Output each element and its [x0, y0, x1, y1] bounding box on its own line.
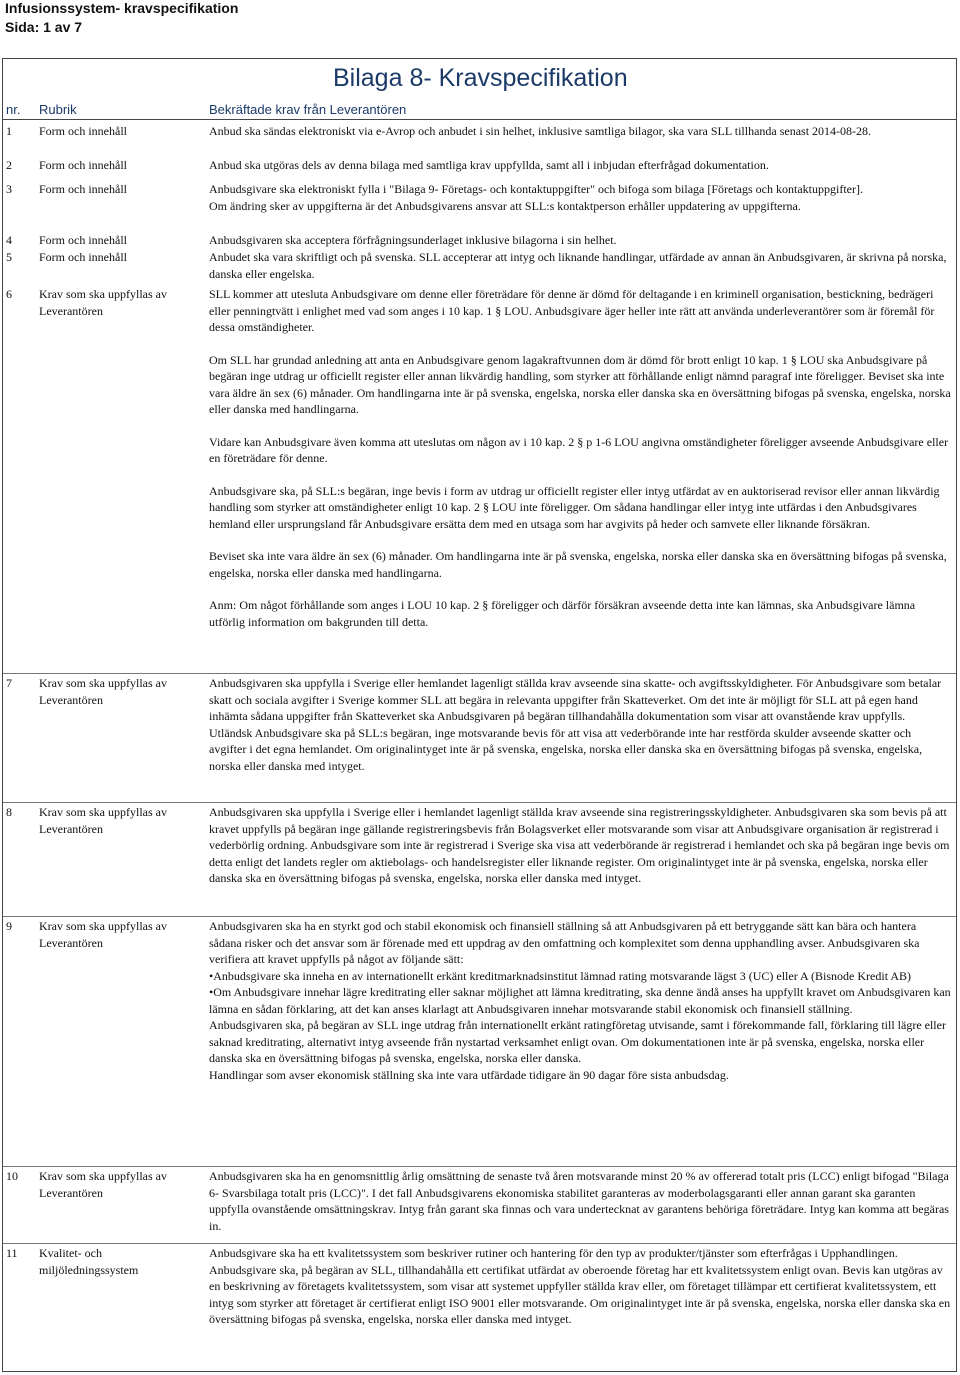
row-number: 3	[6, 182, 12, 196]
column-header-krav: Bekräftade krav från Leverantören	[209, 102, 407, 117]
table-header	[3, 101, 956, 120]
row-rubrik: Krav som ska uppfyllas av Leverantören	[39, 676, 167, 707]
column-header-nr: nr.	[6, 102, 21, 117]
row-number: 6	[6, 287, 12, 301]
row-number: 7	[6, 676, 12, 690]
row-number: 1	[6, 124, 12, 138]
row-text: Anbudsgivaren ska acceptera förfrågningsunderlaget inklusive bilagorna i sin helhet.	[209, 233, 617, 247]
table-row	[3, 802, 956, 885]
row-number: 9	[6, 919, 12, 933]
row-number: 2	[6, 158, 12, 172]
row-number: 8	[6, 805, 12, 819]
row-rubrik: Form och innehåll	[39, 250, 127, 264]
row-rubrik: Krav som ska uppfyllas av Leverantören	[39, 1169, 167, 1200]
row-text: SLL kommer att utesluta Anbudsgivare om denne eller företrädare för denne är dömd för deltagande i en kriminell organisation, bestickning, bedrägeri eller penningtvätt i enlighet med vad som anges i 10 kap. 1 § LOU. Anbudsgivare äger heller inte rätt att använda underleverantörer som är föremål för dessa omständigheter. Om SLL har grundad anledning att anta en Anbudsgivare genom lagakraftvunnen dom är dömd för brott enligt 10 kap. 1 § LOU ska Anbudsgivare på begäran inge utdrag ur officiellt register eller annan likvärdig handling, som styrker att förhållande enligt nämnd paragraf inte föreligger. Beviset ska inte vara äldre än sex (6) månader. Om handlingarna inte är på svenska, engelska, norska eller danska ska en översättning bifogas på svenska, engelska, norska eller danska med handlingarna. Vidare kan Anbudsgivare även komma att uteslutas om någon av i 10 kap. 2 § p 1-6 LOU angivna omständigheter föreligger avseende Anbudsgivare eller en företrädare för denne. Anbudsgivare ska, på SLL:s begäran, inge bevis i form av utdrag ur officiellt register eller intyg utfärdat av en auktoriserad revisor eller annan likvärdig handling som styrker att omständigheter enligt 10 kap. 2 § LOU inte föreligger. Om sådana handlingar eller intyg inte utfärdas i den Anbudsgivares hemland eller ursprungsland får Anbudsgivare ersätta dem med en utsaga som har avgivits på heder och samvete eller liknande försäkran. Beviset ska inte vara äldre än sex (6) månader. Om handlingarna inte är på svenska, engelska, norska eller danska ska en översättning bifogas på svenska, engelska, norska eller danska med handlingarna. Anm: Om något förhållande som anges i LOU 10 kap. 2 § föreligger och därför försäkran avseende detta inte kan lämnas, ska Anbudsgivare lämna utförlig information om bakgrunden till detta.	[209, 287, 951, 629]
row-text: Anbudsgivaren ska ha en styrkt god och stabil ekonomisk och finansiell ställning så att Anbudsgivaren på ett betryggande sätt kan bära och hantera sådana risker och det ansvar som är förenade med ett uppdrag av den omfattning och komplexitet som denna upphandling avser. Anbudsgivaren ska verifiera att kravet uppfylls på något av följande sätt: •Anbudsgivare ska inneha en av internationellt erkänt kreditmarknadsinstitut lämnad rating motsvarande lägst 3 (UC) eller A (Bisnode Kredit AB) •Om Anbudsgivare innehar lägre kreditrating eller saknar möjlighet att lämna kreditrating, ska denne ändå anses ha uppfyllt kravet om Anbudsgivaren kan lämna en sådan förklaring, att det kan anses klarlagt att Anbudsgivaren innehar motsvarande stabil ekonomisk och finansiell ställning. Anbudsgivaren ska, på begäran av SLL inge utdrag från internationellt erkänt ratingföretag utvisande, samt i förekommande fall, förklaring till lägre eller saknad kreditrating, alternativt intyg avseende från nystartad verksamhet enligt ovan. Om dokumentationen inte är på svenska, engelska, norska eller danska ska en översättning bifogas på svenska, engelska, norska eller danska. Handlingar som avser ekonomisk ställning ska inte vara utfärdade tidigare än 90 dagar före sista anbudsdag.	[209, 919, 951, 1082]
table-row	[3, 916, 956, 1082]
row-rubrik: Form och innehåll	[39, 158, 127, 172]
row-rubrik: Form och innehåll	[39, 233, 127, 247]
row-number: 11	[6, 1246, 18, 1260]
row-text: Anbudsgivaren ska uppfylla i Sverige eller i hemlandet lagenligt ställda krav avseende sina registreringsskyldigheter. Anbudsgivaren ska som bevis på att kravet uppfylls på begäran inge gällande registreringsbevis från Bolagsverket eller motsvarande som visar att Anbudsgivare organisation är registrerad i vederbörlig ordning. Anbudsgivare som inte är registrerad i Sverige ska visa att vederbörande är registrerad i hemlandet och ska på begäran inge bevis om detta enligt det landets regler om aktiebolags- och handelsregister eller liknande register. Om originalintyget inte är på svenska, engelska, norska eller danska ska en översättning bifogas på svenska, engelska, norska eller danska med intyget.	[209, 805, 950, 885]
row-rubrik: Kvalitet- och miljöledningssystem	[39, 1246, 139, 1277]
row-rubrik: Krav som ska uppfyllas av Leverantören	[39, 919, 167, 950]
table-row	[3, 1166, 956, 1233]
row-text: Anbud ska sändas elektroniskt via e-Avrop och anbudet i sin helhet, inklusive samtliga bilagor, ska vara SLL tillhanda senast 2014-08-28.	[209, 124, 872, 138]
page-header-title: Infusionssystem- kravspecifikation	[5, 0, 239, 16]
row-text: Anbud ska utgöras dels av denna bilaga med samtliga krav uppfyllda, samt all i inbjudan efterfrågad dokumentation.	[209, 158, 769, 172]
row-text: Anbudsgivare ska ha ett kvalitetssystem som beskriver rutiner och hantering för den typ av produkter/tjänster som efterfrågas i Upphandlingen. Anbudsgivare ska, på begäran av SLL, tillhandahålla ett certifikat utfärdat av oberoende företag har ett kvalitetssystem enligt ovan. Bevis kan utgöras av en beskrivning av företagets kvalitetssystem, som visar att systemet uppfyller ställda krav eller, om företaget tillämpar ett certifierat kvalitetssystem, ett intyg som styrker att företaget är certifierat enligt ISO 9001 eller motsvarande. Om originalintyget inte är på svenska, engelska, norska eller danska ska en översättning bifogas på svenska, engelska, norska eller danska med intyget.	[209, 1246, 951, 1326]
row-rubrik: Krav som ska uppfyllas av Leverantören	[39, 805, 167, 836]
row-number: 4	[6, 233, 12, 247]
row-text: Anbudsgivare ska elektroniskt fylla i "Bilaga 9- Företags- och kontaktuppgifter" och bifoga som bilaga [Företags och kontaktuppgifter]. Om ändring sker av uppgifterna är det Anbudsgivarens ansvar att SLL:s kontaktperson erhåller uppdatering av uppgifterna.	[209, 182, 863, 213]
row-text: Anbudsgivaren ska ha en genomsnittlig årlig omsättning de senaste två åren motsvarande minst 20 % av offererad totalt pris (LCC) enligt bifogad "Bilaga 6- Svarsbilaga totalt pris (LCC)". I det fall Anbudsgivarens ekonomiska stabilitet garanteras av moderbolagsgaranti eller annan garant ska garanten uppfylla ovanstående omsättningskrav. Intyg från garant ska finnas och vara undertecknat av garantens behöriga företrädare. Intyg kan komma att begäras in.	[209, 1169, 949, 1233]
table-row	[3, 673, 956, 773]
row-rubrik: Form och innehåll	[39, 124, 127, 138]
column-header-rubrik: Rubrik	[39, 102, 77, 117]
row-text: Anbudsgivaren ska uppfylla i Sverige eller hemlandet lagenligt ställda krav avseende sina skatte- och avgiftsskyldigheter. För Anbudsgivare som betalar skatt och sociala avgifter i Sverige kommer SLL att begära in relevanta uppgifter från Skatteverket. Om det inte är möjligt för SLL att på egen hand inhämta sådana uppgifter från Skatteverket ska Anbudsgivaren på begäran tillhandahålla dokumentation som visar att ovanstående krav uppfylls. Utländsk Anbudsgivare ska på SLL:s begäran, inge motsvarande bevis för att visa att vederbörande inte har restförda skulder avseende skatter och avgifter i det egna hemlandet. Om originalintyget inte är på svenska, engelska, norska eller danska ska en översättning bifogas på svenska, engelska, norska eller danska med intyget.	[209, 676, 942, 773]
page-number: Sida: 1 av 7	[5, 19, 83, 35]
table-row	[3, 1243, 956, 1326]
row-number: 5	[6, 250, 12, 264]
row-text: Anbudet ska vara skriftligt och på svenska. SLL accepterar att intyg och liknande handlingar, utfärdade av annan än Anbudsgivaren, är skrivna på norska, danska eller engelska.	[209, 250, 947, 281]
row-number: 10	[6, 1169, 18, 1183]
row-rubrik: Form och innehåll	[39, 182, 127, 196]
document-title: Bilaga 8- Kravspecifikation	[333, 64, 628, 92]
requirements-document	[2, 58, 957, 1372]
row-rubrik: Krav som ska uppfyllas av Leverantören	[39, 287, 167, 318]
